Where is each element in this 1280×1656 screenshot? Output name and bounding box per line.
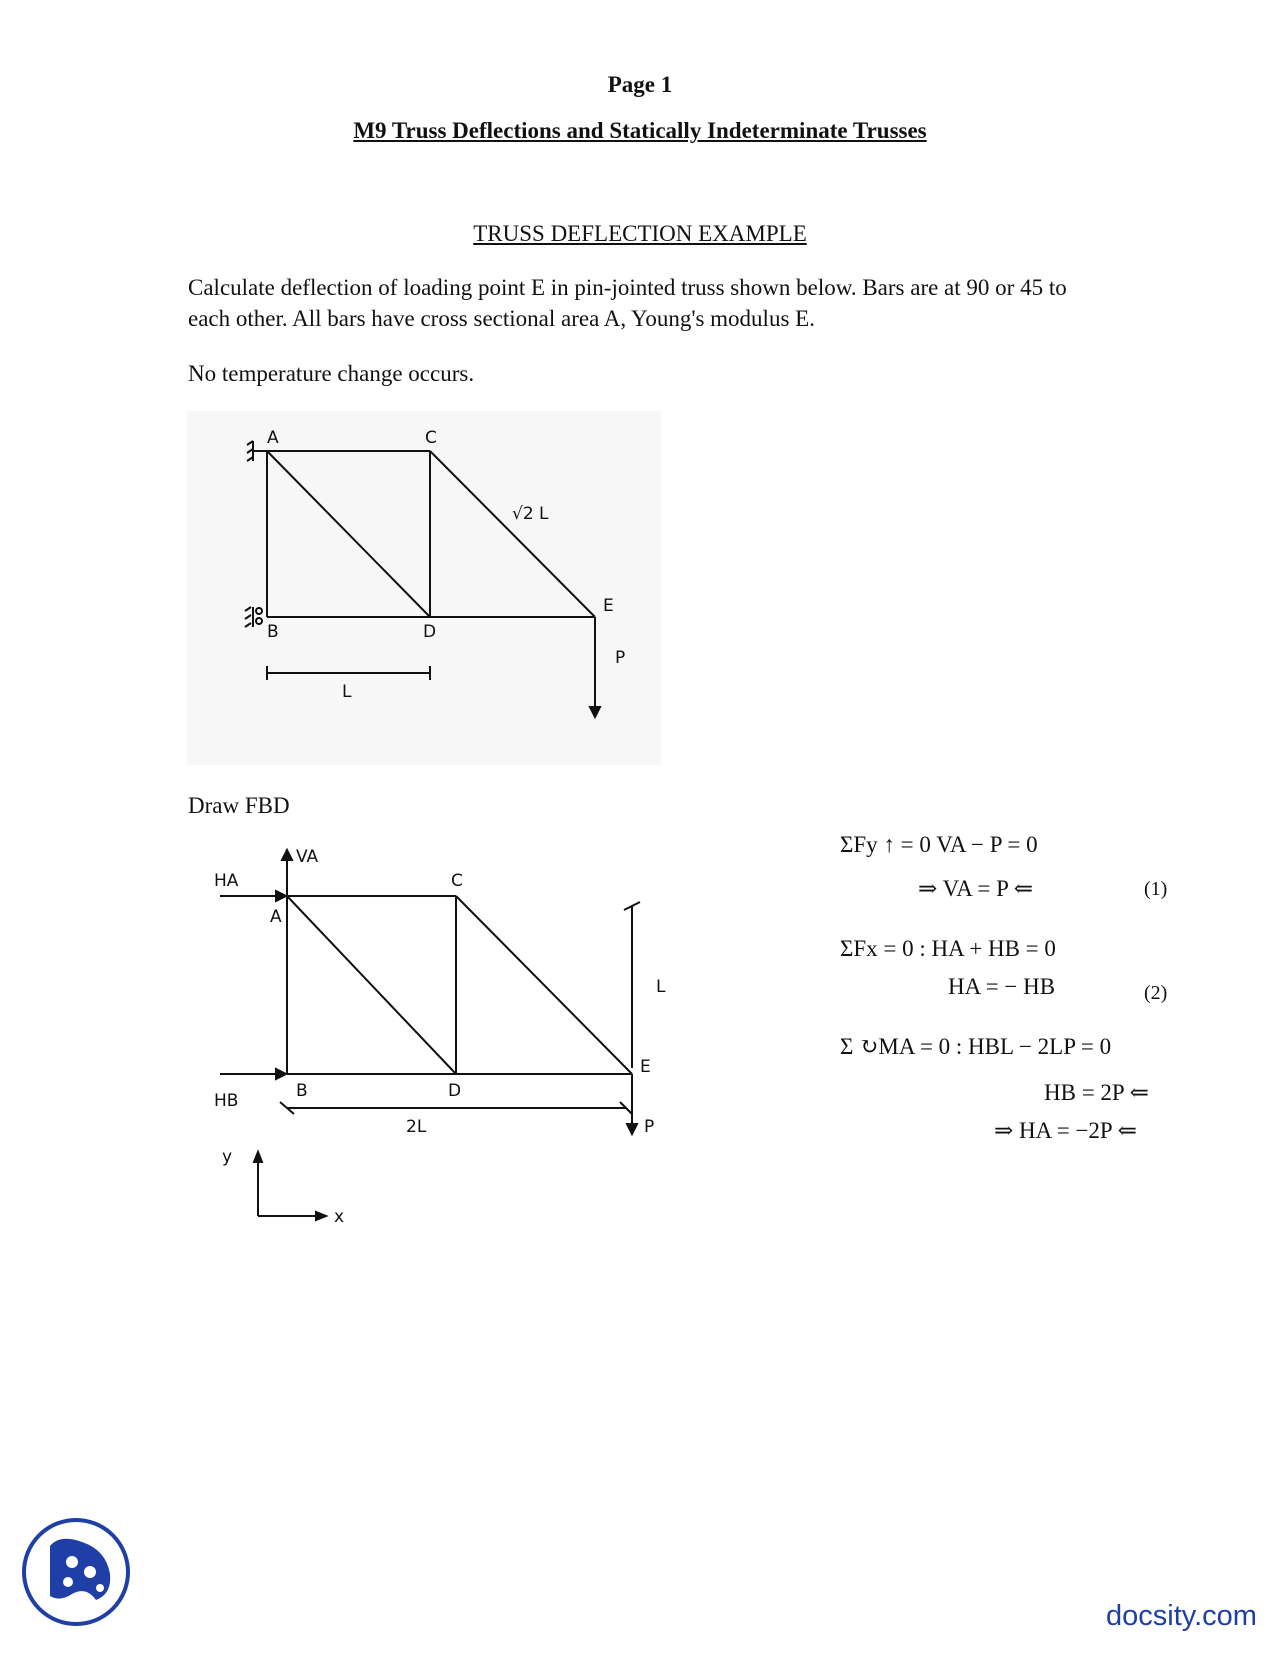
member-ad xyxy=(267,451,430,617)
member-ce xyxy=(430,451,595,617)
page-number: Page 1 xyxy=(607,72,673,97)
truss-members xyxy=(245,441,600,717)
equation-moment-equilibrium: Σ ↻MA = 0 : HBL − 2LP = 0 xyxy=(840,1034,1112,1059)
section-heading: TRUSS DEFLECTION EXAMPLE xyxy=(473,221,807,246)
docsity-watermark[interactable]: docsity.com xyxy=(1106,1600,1257,1632)
equation-hb-result: HB = 2P ⇐ xyxy=(1044,1080,1149,1105)
fbd-figure xyxy=(200,828,720,1238)
fbd-node-d: D xyxy=(448,1081,462,1101)
label-va: VA xyxy=(296,847,319,867)
equation-ha-relation: HA = − HB xyxy=(948,974,1056,999)
node-label-a: A xyxy=(267,428,279,448)
node-label-e: E xyxy=(603,596,614,616)
equation-vertical-equilibrium: ΣFy ↑ = 0 VA − P = 0 xyxy=(840,832,1038,857)
label-hb: HB xyxy=(214,1091,239,1111)
diagonal-length-label: √2 L xyxy=(512,504,549,524)
document-title: M9 Truss Deflections and Statically Indeterminate Trusses xyxy=(353,118,927,143)
docsity-logo xyxy=(20,1516,132,1628)
label-height-l: L xyxy=(656,977,666,997)
equation-ha-result: ⇒ HA = −2P ⇐ xyxy=(994,1118,1137,1143)
node-label-d: D xyxy=(423,622,437,642)
equation-horizontal-equilibrium: ΣFx = 0 : HA + HB = 0 xyxy=(840,936,1056,961)
label-span-2l: 2L xyxy=(406,1117,427,1137)
load-label-p: P xyxy=(615,648,626,668)
truss-figure xyxy=(187,411,661,765)
temperature-note: No temperature change occurs. xyxy=(188,361,475,386)
equation-number-2: (2) xyxy=(1144,982,1168,1004)
roller-support-b xyxy=(245,607,262,627)
label-ha: HA xyxy=(214,871,239,891)
node-label-b: B xyxy=(267,622,279,642)
label-x-axis: x xyxy=(334,1207,345,1227)
fbd-members xyxy=(220,850,640,1220)
label-p: P xyxy=(644,1117,655,1137)
load-arrowhead xyxy=(590,707,600,717)
fbd-node-e: E xyxy=(640,1057,651,1077)
problem-statement: Calculate deflection of loading point E in pin-jointed truss shown below. Bars are at 90 or 45 to each other. All bars have cross sectional area A, Young's modulus E. xyxy=(188,275,1067,331)
dimension-label-l: L xyxy=(342,682,352,702)
equation-number-1: (1) xyxy=(1144,878,1168,900)
label-y-axis: y xyxy=(222,1147,233,1167)
fbd-node-c: C xyxy=(451,871,463,891)
fbd-label: Draw FBD xyxy=(188,793,290,818)
node-label-c: C xyxy=(425,428,437,448)
equation-va-result: ⇒ VA = P ⇐ xyxy=(918,876,1034,901)
fbd-node-a: A xyxy=(270,907,282,927)
fbd-node-b: B xyxy=(296,1081,308,1101)
pin-support-a xyxy=(247,441,267,461)
